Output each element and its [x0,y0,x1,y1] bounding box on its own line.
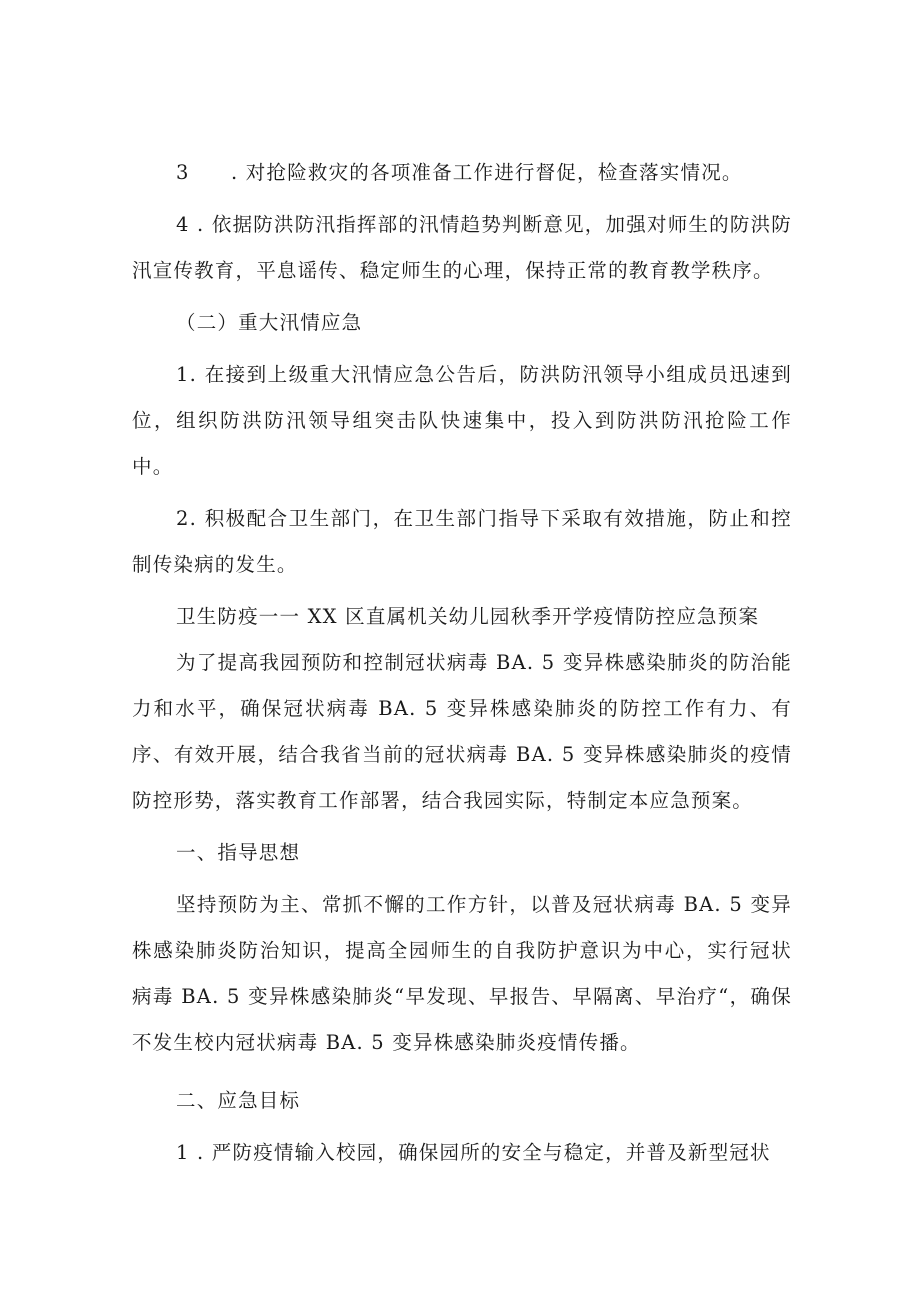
paragraph-item-4: 4 . 依据防洪防汛指挥部的汛情趋势判断意见，加强对师生的防洪防汛宣传教育，平息谣传、稳定师生的心理，保持正常的教育教学秩序。 [132,213,792,282]
paragraph-intro: 为了提高我园预防和控制冠状病毒 BA. 5 变异株感染肺炎的防治能力和水平，确保冠状病毒 BA. 5 变异株感染肺炎的防控工作有力、有序、有效开展，结合我省当前的冠状病毒 BA. 5 变异株感染肺炎的疫情防控形势，落实教育工作部署，结合我园实际，特制定本应急预案。 [132,651,792,812]
document-body [132,150,792,1176]
section-heading-emergency-goals: 二、应急目标 [176,1089,301,1112]
section-heading-guiding-thought: 一、指导思想 [176,841,301,864]
section-heading-major-flood: （二）重大汛情应急 [176,311,363,334]
plan-title: 卫生防疫一一 XX 区直属机关幼儿园秋季开学疫情防控应急预案 [176,605,760,628]
paragraph-item-3: 3 . 对抢险救灾的各项准备工作进行督促，检查落实情况。 [176,161,743,184]
paragraph-major-flood-1: 1. 在接到上级重大汛情应急公告后，防洪防汛领导小组成员迅速到位，组织防洪防汛领导组突击队快速集中，投入到防洪防汛抢险工作中。 [132,363,792,478]
paragraph-major-flood-2: 2. 积极配合卫生部门，在卫生部门指导下采取有效措施，防止和控制传染病的发生。 [132,507,792,576]
paragraph-guiding-thought: 坚持预防为主、常抓不懈的工作方针，以普及冠状病毒 BA. 5 变异株感染肺炎防治知识，提高全园师生的自我防护意识为中心，实行冠状病毒 BA. 5 变异株感染肺炎“早发现、早报告、早隔离、早治疗“，确保不发生校内冠状病毒 BA. 5 变异株感染肺炎疫情传播。 [132,893,792,1054]
paragraph-goal-1: 1 . 严防疫情输入校园，确保园所的安全与稳定，并普及新型冠状 [176,1141,771,1164]
